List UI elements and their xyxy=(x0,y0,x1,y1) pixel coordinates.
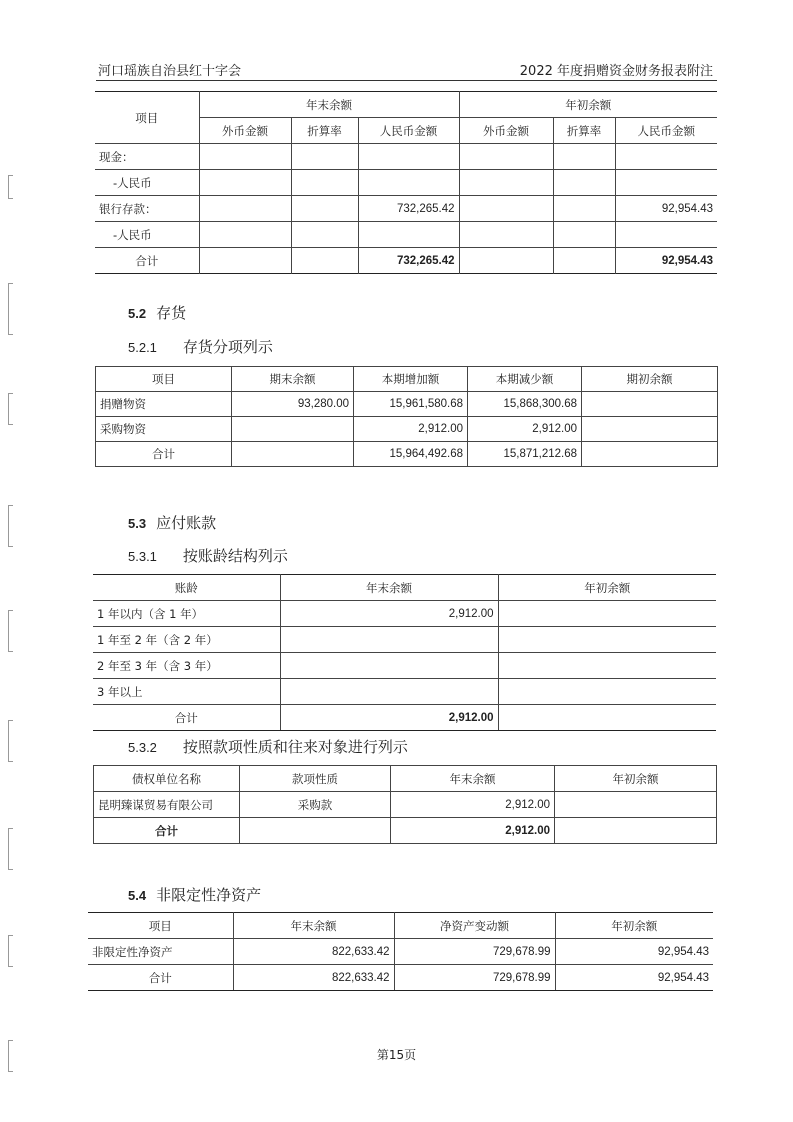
nature-table xyxy=(93,765,717,844)
table-row: 昆明臻谋贸易有限公司 采购款 2,912.00 xyxy=(94,792,717,818)
table-row: 3 年以上 xyxy=(93,679,716,705)
table-header: 年初余额 xyxy=(555,766,717,792)
table-header: 年末余额 xyxy=(391,766,555,792)
table-row-total: 合计 15,964,492.68 15,871,212.68 xyxy=(96,442,718,467)
cell-value: 92,954.43 xyxy=(615,196,717,222)
table-row-total: 合计 822,633.42 729,678.99 92,954.43 xyxy=(88,965,713,991)
section-heading: 5.2 存货 xyxy=(128,304,187,322)
row-label: 合计 xyxy=(95,248,199,274)
table-row: 采购物资 2,912.00 2,912.00 xyxy=(96,417,718,442)
cell-value: 92,954.43 xyxy=(615,248,717,274)
header-rule xyxy=(96,80,717,81)
aging-table xyxy=(93,574,716,731)
inventory-table xyxy=(95,366,718,467)
subsection-heading: 5.3.2 按照款项性质和往来对象进行列示 xyxy=(128,738,408,756)
table-header: 款项性质 xyxy=(240,766,391,792)
cash-header-item: 项目 xyxy=(95,92,199,144)
table-header: 项目 xyxy=(96,367,232,392)
scan-mark xyxy=(8,610,13,652)
scan-mark xyxy=(8,935,13,967)
cash-sub-rate: 折算率 xyxy=(291,118,358,144)
section-heading: 5.4 非限定性净资产 xyxy=(128,886,262,904)
cash-sub-rmb: 人民币金额 xyxy=(615,118,717,144)
table-row: 1 年至 2 年（含 2 年） xyxy=(93,627,716,653)
net-assets-table xyxy=(88,912,713,991)
table-header: 本期减少额 xyxy=(468,367,582,392)
table-row xyxy=(95,144,717,170)
report-title: 2022 年度捐赠资金财务报表附注 xyxy=(519,64,713,79)
table-row-total xyxy=(95,248,717,274)
row-label: -人民币 xyxy=(95,222,199,248)
cell-value: 732,265.42 xyxy=(358,196,459,222)
table-header: 期末余额 xyxy=(232,367,354,392)
table-row: 2 年至 3 年（含 3 年） xyxy=(93,653,716,679)
table-row: 非限定性净资产 822,633.42 729,678.99 92,954.43 xyxy=(88,939,713,965)
scan-mark xyxy=(8,393,13,425)
subsection-heading: 5.2.1 存货分项列示 xyxy=(128,338,273,356)
scan-mark xyxy=(8,505,13,547)
scan-mark xyxy=(8,175,13,199)
row-label: 银行存款： xyxy=(95,196,199,222)
page-number: 第15页 xyxy=(376,1048,417,1062)
cash-table xyxy=(95,91,717,274)
cash-sub-foreign: 外币金额 xyxy=(199,118,291,144)
table-header: 账龄 xyxy=(93,575,280,601)
cell-value: 732,265.42 xyxy=(358,248,459,274)
table-header: 期初余额 xyxy=(582,367,718,392)
org-name: 河口瑶族自治县红十字会 xyxy=(98,64,242,79)
cash-header-end: 年末余额 xyxy=(199,92,459,118)
table-header: 年初余额 xyxy=(555,913,713,939)
table-header: 本期增加额 xyxy=(354,367,468,392)
cash-header-begin: 年初余额 xyxy=(459,92,717,118)
table-row-total: 合计 2,912.00 xyxy=(93,705,716,731)
table-header: 年末余额 xyxy=(280,575,498,601)
table-row xyxy=(95,170,717,196)
row-label: 现金： xyxy=(95,144,199,170)
section-heading: 5.3 应付账款 xyxy=(128,514,217,532)
table-row: 捐赠物资 93,280.00 15,961,580.68 15,868,300.68 xyxy=(96,392,718,417)
table-row-total: 合计 2,912.00 xyxy=(94,818,717,844)
row-label: -人民币 xyxy=(95,170,199,196)
table-header: 净资产变动额 xyxy=(394,913,555,939)
scan-mark xyxy=(8,828,13,870)
table-row: 1 年以内（含 1 年） 2,912.00 xyxy=(93,601,716,627)
cash-sub-rate: 折算率 xyxy=(553,118,615,144)
cash-sub-rmb: 人民币金额 xyxy=(358,118,459,144)
subsection-heading: 5.3.1 按账龄结构列示 xyxy=(128,547,288,565)
scan-mark xyxy=(8,283,13,335)
table-header: 债权单位名称 xyxy=(94,766,240,792)
table-row xyxy=(95,196,717,222)
scan-mark xyxy=(8,720,13,762)
cash-sub-foreign: 外币金额 xyxy=(459,118,553,144)
table-header: 项目 xyxy=(88,913,233,939)
table-row xyxy=(95,222,717,248)
table-header: 年末余额 xyxy=(233,913,394,939)
table-header: 年初余额 xyxy=(498,575,716,601)
